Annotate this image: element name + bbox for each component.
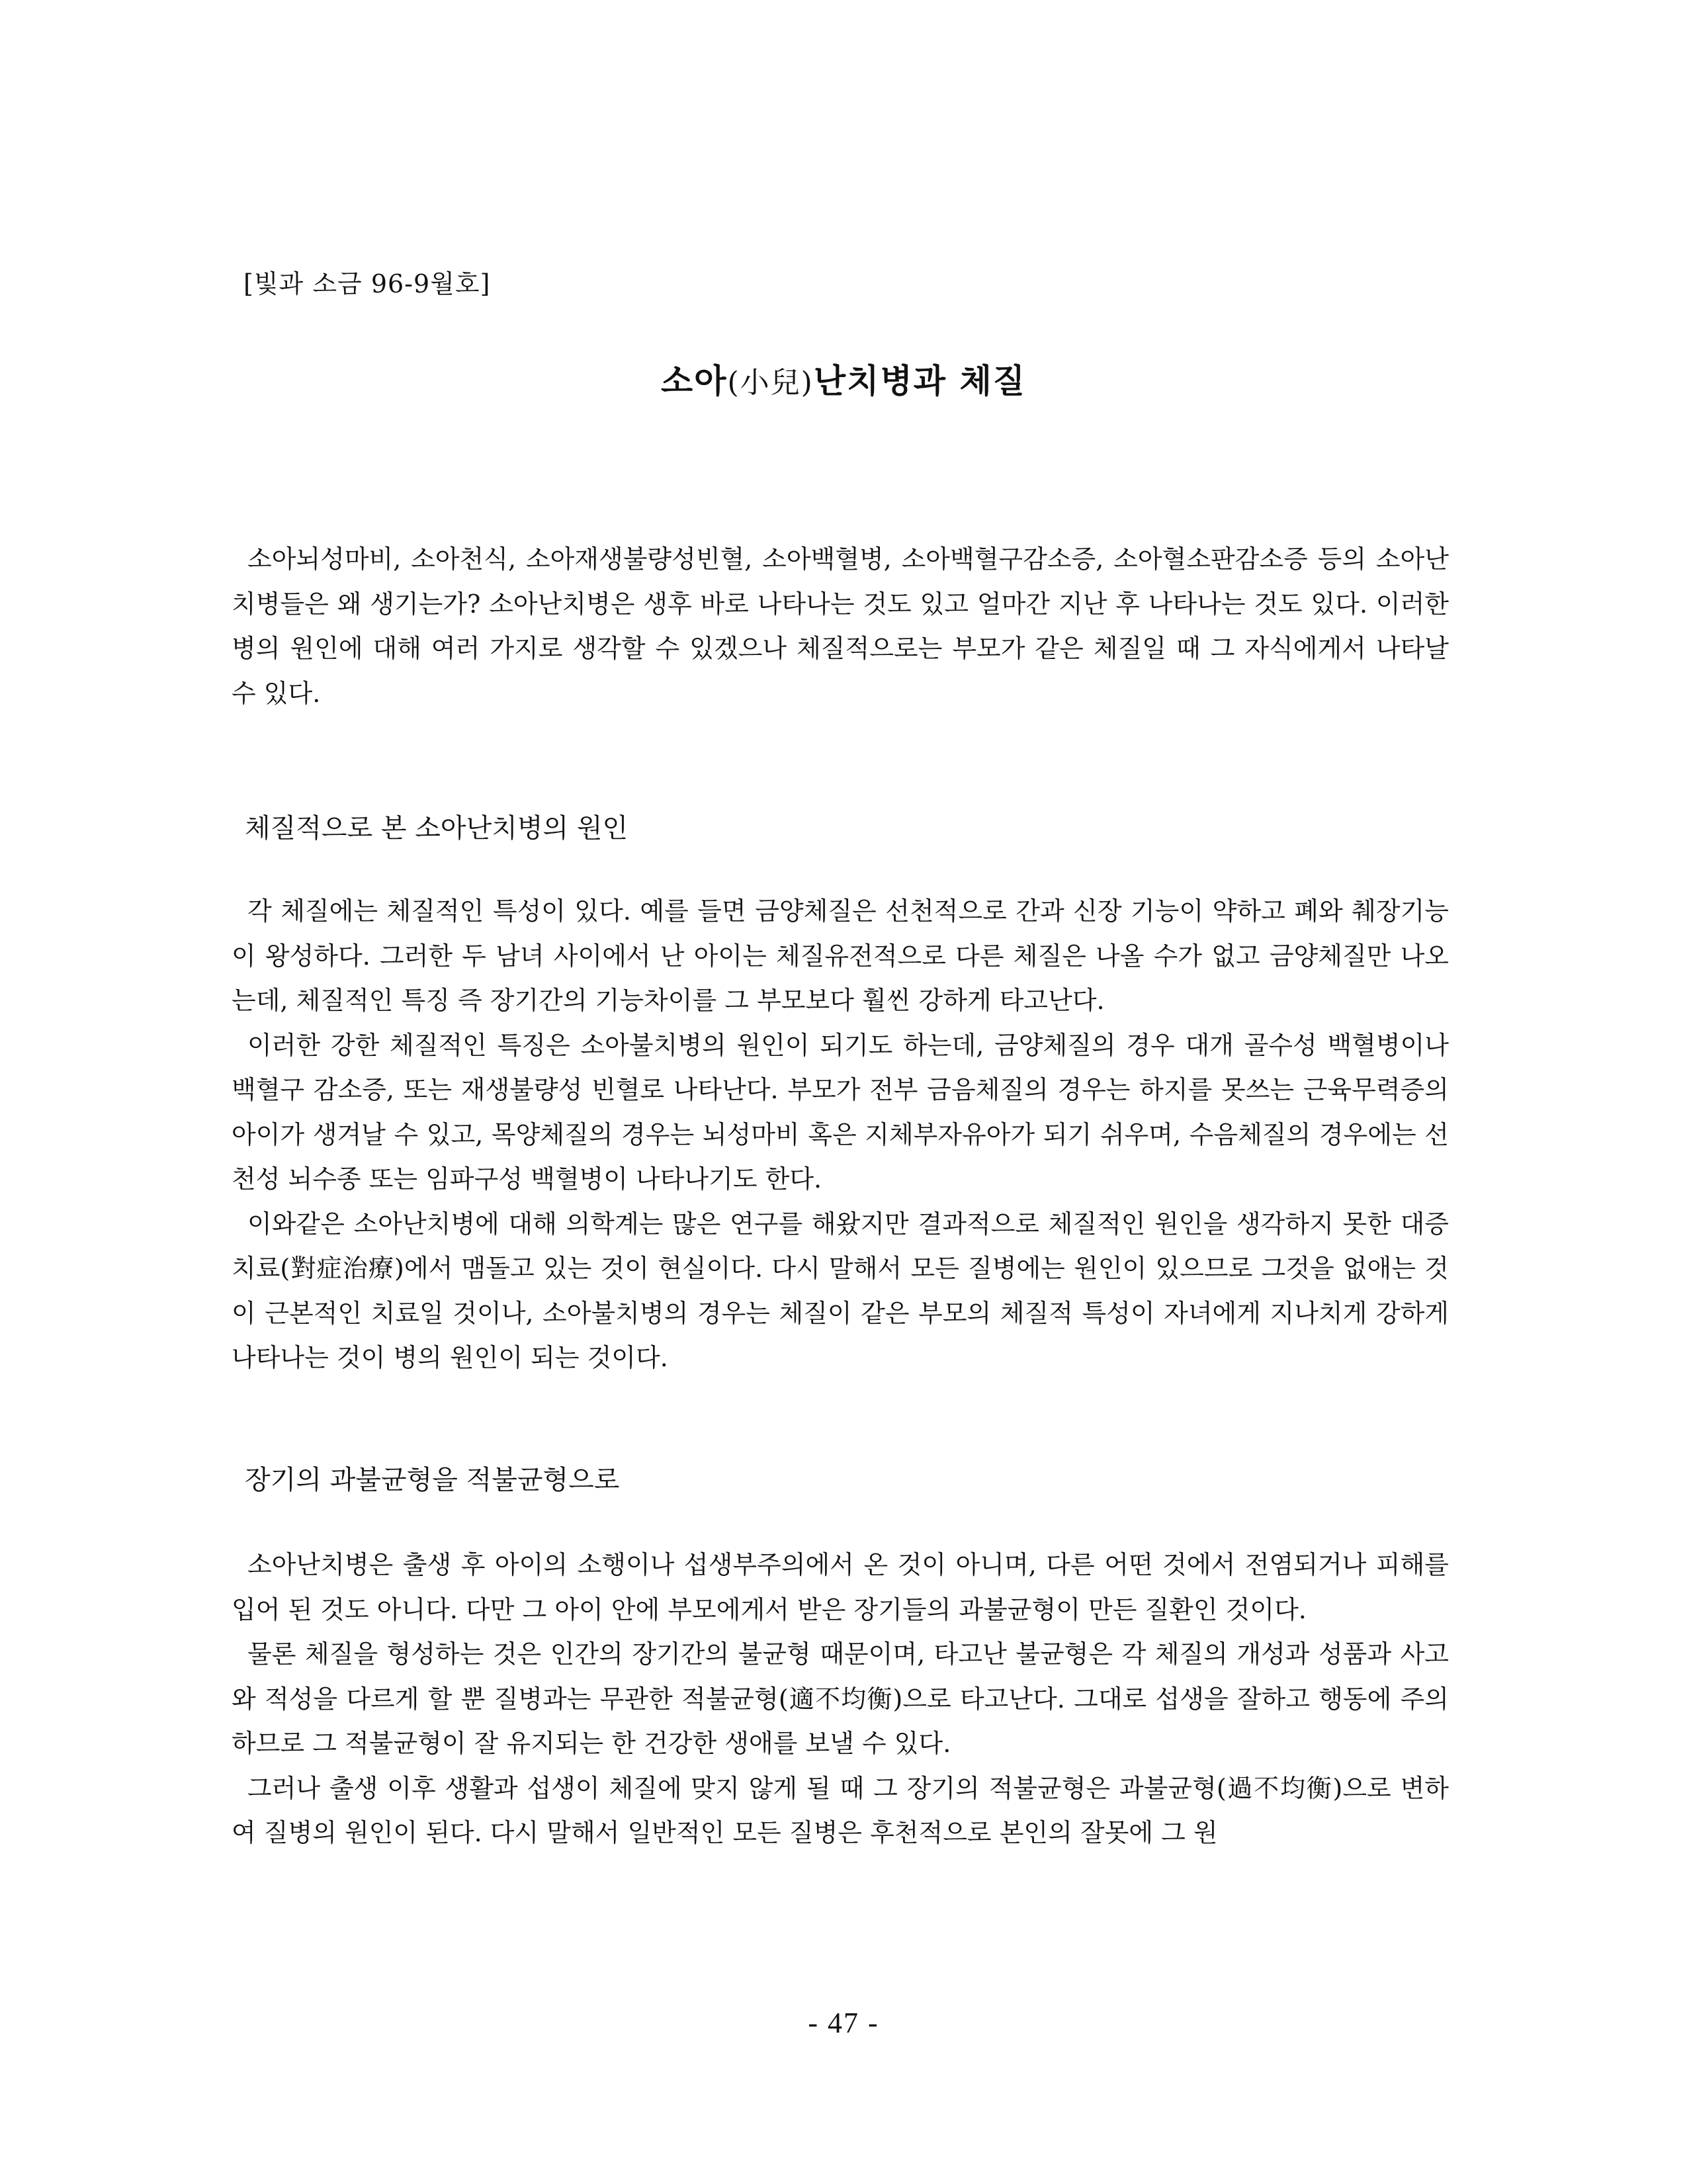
- body-paragraph: 물론 체질을 형성하는 것은 인간의 장기간의 불균형 때문이며, 타고난 불균형은 각 체질의 개성과 성품과 사고와 적성을 다르게 할 뿐 질병과는 무관한 적불균형(適不均衡)으로 타고난다. 그대로 섭생을 잘하고 행동에 주의하므로 그 적불균형이 잘 유지되는 한 건강한 생애를 보낼 수 있다.: [232, 1639, 1449, 1758]
- title-part-rest: 난치병과 체질: [813, 361, 1027, 400]
- article-title: [0, 355, 1687, 402]
- body-paragraph: 소아난치병은 출생 후 아이의 소행이나 섭생부주의에서 온 것이 아니며, 다른 어떤 것에서 전염되거나 피해를 입어 된 것도 아니다. 다만 그 아이 안에 부모에게서 받은 장기들의 과불균형이 만든 질환인 것이다.: [232, 1550, 1449, 1624]
- body-paragraph: 이와같은 소아난치병에 대해 의학계는 많은 연구를 해왔지만 결과적으로 체질적인 원인을 생각하지 못한 대증치료(對症治療)에서 맴돌고 있는 것이 현실이다. 다시 말해서 모든 질병에는 원인이 있으므로 그것을 없애는 것이 근본적인 치료일 것이나, 소아불치병의 경우는 체질이 같은 부모의 체질적 특성이 자녀에게 지나치게 강하게 나타나는 것이 병의 원인이 되는 것이다.: [232, 1209, 1449, 1372]
- section-heading-imbalance: 장기의 과불균형을 적불균형으로: [245, 1465, 620, 1495]
- body-paragraph: 그러나 출생 이후 생활과 섭생이 체질에 맞지 않게 될 때 그 장기의 적불균형은 과불균형(過不均衡)으로 변하여 질병의 원인이 된다. 다시 말해서 일반적인 모든 질병은 후천적으로 본인의 잘못에 그 원: [232, 1773, 1449, 1847]
- source-citation: [빛과 소금 96-9월호]: [243, 269, 491, 298]
- section-imbalance-body: [232, 1543, 1449, 1856]
- intro-section: [232, 537, 1449, 716]
- section-heading-causes: 체질적으로 본 소아난치병의 원인: [245, 813, 628, 844]
- page-number: - 47 -: [808, 2007, 879, 2039]
- section-causes-body: [232, 889, 1449, 1381]
- title-hanja: (小兒): [727, 366, 814, 400]
- intro-paragraph: 소아뇌성마비, 소아천식, 소아재생불량성빈혈, 소아백혈병, 소아백혈구감소증, 소아혈소판감소증 등의 소아난치병들은 왜 생기는가? 소아난치병은 생후 바로 나타나는 것도 있고 얼마간 지난 후 나타나는 것도 있다. 이러한 병의 원인에 대해 여러 가지로 생각할 수 있겠으나 체질적으로는 부모가 같은 체질일 때 그 자식에게서 나타날 수 있다.: [232, 545, 1449, 708]
- body-paragraph: 이러한 강한 체질적인 특징은 소아불치병의 원인이 되기도 하는데, 금양체질의 경우 대개 골수성 백혈병이나 백혈구 감소증, 또는 재생불량성 빈혈로 나타난다. 부모가 전부 금음체질의 경우는 하지를 못쓰는 근육무력증의 아이가 생겨날 수 있고, 목양체질의 경우는 뇌성마비 혹은 지체부자유아가 되기 쉬우며, 수음체질의 경우에는 선천성 뇌수종 또는 임파구성 백혈병이 나타나기도 한다.: [232, 1030, 1449, 1194]
- body-paragraph: 각 체질에는 체질적인 특성이 있다. 예를 들면 금양체질은 선천적으로 간과 신장 기능이 약하고 폐와 췌장기능이 왕성하다. 그러한 두 남녀 사이에서 난 아이는 체질유전적으로 다른 체질은 나올 수가 없고 금양체질만 나오는데, 체질적인 특징 즉 장기간의 기능차이를 그 부모보다 훨씬 강하게 타고난다.: [232, 896, 1449, 1015]
- title-part-korean: 소아: [660, 361, 728, 400]
